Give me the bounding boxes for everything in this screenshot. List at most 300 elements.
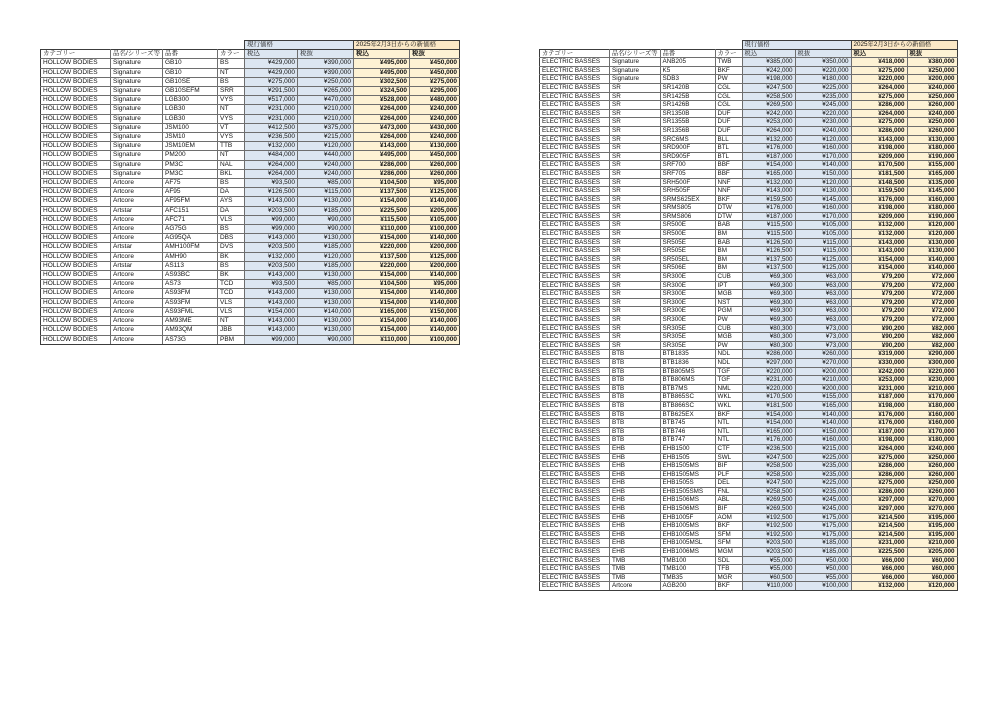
current-price-band: 現行価格	[244, 41, 353, 50]
cell-new-tax-in: ¥264,000	[353, 105, 409, 114]
cell-series: SR	[610, 273, 661, 282]
cell-model: SRH505F	[660, 187, 715, 196]
header-model: 品番	[660, 49, 715, 58]
cell-current-tax-in: ¥143,000	[244, 317, 297, 326]
cell-current-tax-ex: ¥175,000	[795, 530, 851, 539]
table-row	[540, 479, 958, 488]
cell-color: TWB	[715, 58, 742, 67]
cell-series: Signature	[610, 66, 661, 75]
cell-current-tax-in: ¥236,500	[742, 444, 795, 453]
cell-new-tax-in: ¥495,000	[353, 68, 409, 77]
cell-model: EHB1506MS	[660, 505, 715, 514]
cell-current-tax-in: ¥247,500	[742, 83, 795, 92]
cell-color: BIF	[715, 505, 742, 514]
cell-color: BTL	[715, 144, 742, 153]
cell-new-tax-in: ¥264,000	[851, 444, 907, 453]
table-row	[540, 58, 958, 67]
cell-color: CGL	[715, 83, 742, 92]
cell-color: PW	[715, 75, 742, 84]
table-row	[540, 83, 958, 92]
column-header-row	[41, 50, 460, 59]
cell-color: NT	[217, 151, 244, 160]
cell-current-tax-in: ¥132,000	[244, 142, 297, 151]
cell-new-tax-ex: ¥100,000	[409, 225, 459, 234]
cell-color: DUF	[715, 118, 742, 127]
cell-current-tax-in: ¥181,500	[742, 401, 795, 410]
cell-series: SR	[610, 307, 661, 316]
cell-new-tax-ex: ¥260,000	[409, 169, 459, 178]
cell-current-tax-ex: ¥350,000	[795, 58, 851, 67]
cell-current-tax-ex: ¥160,000	[795, 144, 851, 153]
cell-category: HOLLOW BODIES	[41, 243, 111, 252]
table-row	[540, 101, 958, 110]
cell-series: EHB	[610, 539, 661, 548]
cell-model: GB10SEFM	[162, 87, 217, 96]
cell-series: EHB	[610, 530, 661, 539]
cell-model: SRC6MS	[660, 135, 715, 144]
cell-series: SR	[610, 212, 661, 221]
cell-color: TCD	[217, 289, 244, 298]
table-row	[540, 341, 958, 350]
cell-new-tax-ex: ¥190,000	[907, 152, 957, 161]
cell-current-tax-in: ¥143,000	[742, 187, 795, 196]
cell-current-tax-ex: ¥73,000	[795, 333, 851, 342]
table-row	[540, 298, 958, 307]
cell-model: SR505E	[660, 238, 715, 247]
cell-model: AFC71	[162, 215, 217, 224]
table-row	[540, 144, 958, 153]
cell-current-tax-ex: ¥170,000	[795, 212, 851, 221]
header-series: 品名/シリーズ等	[111, 50, 163, 59]
cell-current-tax-ex: ¥375,000	[297, 123, 353, 132]
cell-new-tax-in: ¥187,000	[851, 427, 907, 436]
cell-series: SR	[610, 109, 661, 118]
cell-model: BTB7MS	[660, 384, 715, 393]
cell-new-tax-ex: ¥210,000	[907, 384, 957, 393]
cell-current-tax-ex: ¥165,000	[795, 401, 851, 410]
cell-new-tax-in: ¥79,200	[851, 298, 907, 307]
table-row	[540, 281, 958, 290]
table-row	[540, 92, 958, 101]
cell-new-tax-ex: ¥125,000	[409, 188, 459, 197]
cell-current-tax-in: ¥203,500	[244, 261, 297, 270]
cell-current-tax-in: ¥80,300	[742, 324, 795, 333]
cell-new-tax-ex: ¥450,000	[409, 151, 459, 160]
table-row	[540, 333, 958, 342]
table-row	[41, 317, 460, 326]
cell-new-tax-in: ¥90,200	[851, 341, 907, 350]
cell-current-tax-ex: ¥210,000	[297, 105, 353, 114]
cell-new-tax-in: ¥225,500	[353, 206, 409, 215]
cell-model: SR300E	[660, 307, 715, 316]
cell-new-tax-ex: ¥260,000	[907, 470, 957, 479]
cell-color: CGL	[715, 101, 742, 110]
cell-category: ELECTRIC BASSES	[540, 496, 610, 505]
table-row	[540, 221, 958, 230]
cell-current-tax-in: ¥258,500	[742, 470, 795, 479]
cell-color: BAB	[715, 221, 742, 230]
cell-current-tax-ex: ¥63,000	[795, 273, 851, 282]
cell-new-tax-ex: ¥120,000	[907, 582, 957, 591]
table-row	[41, 77, 460, 86]
cell-new-tax-in: ¥79,200	[851, 316, 907, 325]
cell-model: SR500E	[660, 221, 715, 230]
cell-current-tax-ex: ¥115,000	[795, 238, 851, 247]
cell-color: CUB	[715, 324, 742, 333]
table-row	[41, 243, 460, 252]
cell-current-tax-in: ¥55,000	[742, 565, 795, 574]
cell-color: PW	[715, 316, 742, 325]
cell-model: SRD905F	[660, 152, 715, 161]
new-price-band: 2025年2月3日からの新価格	[851, 41, 957, 50]
cell-model: SR506E	[660, 264, 715, 273]
cell-current-tax-ex: ¥140,000	[297, 307, 353, 316]
cell-current-tax-ex: ¥245,000	[795, 496, 851, 505]
header-new-tax-ex: 税抜	[409, 50, 459, 59]
cell-series: Artstar	[111, 243, 163, 252]
table-row	[41, 188, 460, 197]
cell-color: VLS	[217, 298, 244, 307]
cell-current-tax-in: ¥115,500	[742, 221, 795, 230]
cell-color: DBS	[217, 234, 244, 243]
cell-current-tax-in: ¥242,000	[742, 109, 795, 118]
cell-category: ELECTRIC BASSES	[540, 487, 610, 496]
cell-new-tax-in: ¥79,200	[851, 281, 907, 290]
cell-new-tax-in: ¥181,500	[851, 169, 907, 178]
cell-category: ELECTRIC BASSES	[540, 582, 610, 591]
table-row	[540, 247, 958, 256]
cell-current-tax-ex: ¥200,000	[795, 384, 851, 393]
cell-new-tax-in: ¥330,000	[851, 358, 907, 367]
cell-model: EHB1006MS	[660, 548, 715, 557]
cell-category: ELECTRIC BASSES	[540, 419, 610, 428]
cell-current-tax-ex: ¥390,000	[297, 68, 353, 77]
cell-color: BM	[715, 264, 742, 273]
cell-current-tax-in: ¥165,000	[742, 169, 795, 178]
cell-current-tax-ex: ¥140,000	[795, 161, 851, 170]
cell-color: NTL	[715, 436, 742, 445]
cell-category: HOLLOW BODIES	[41, 298, 111, 307]
cell-current-tax-in: ¥269,500	[742, 505, 795, 514]
cell-series: Signature	[111, 59, 163, 68]
cell-series: SR	[610, 161, 661, 170]
table-row	[41, 59, 460, 68]
table-row	[41, 87, 460, 96]
cell-current-tax-in: ¥132,000	[742, 135, 795, 144]
cell-model: LGB30	[162, 105, 217, 114]
header-color: カラー	[217, 50, 244, 59]
cell-current-tax-in: ¥69,300	[742, 290, 795, 299]
cell-series: SR	[610, 83, 661, 92]
cell-series: SR	[610, 126, 661, 135]
table-row	[540, 75, 958, 84]
cell-color: VYS	[217, 96, 244, 105]
cell-color: DTW	[715, 212, 742, 221]
cell-current-tax-in: ¥275,000	[244, 77, 297, 86]
cell-model: AG95QA	[162, 234, 217, 243]
table-row	[540, 548, 958, 557]
cell-category: ELECTRIC BASSES	[540, 470, 610, 479]
cell-category: ELECTRIC BASSES	[540, 255, 610, 264]
cell-new-tax-ex: ¥125,000	[409, 252, 459, 261]
table-row	[41, 169, 460, 178]
cell-new-tax-in: ¥319,000	[851, 350, 907, 359]
cell-new-tax-in: ¥79,200	[851, 273, 907, 282]
cell-new-tax-in: ¥220,000	[353, 243, 409, 252]
cell-series: SR	[610, 152, 661, 161]
cell-color: DUF	[715, 126, 742, 135]
cell-current-tax-ex: ¥150,000	[795, 427, 851, 436]
cell-new-tax-ex: ¥95,000	[409, 179, 459, 188]
cell-current-tax-ex: ¥220,000	[795, 66, 851, 75]
cell-series: SR	[610, 221, 661, 230]
cell-color: NT	[217, 68, 244, 77]
cell-category: ELECTRIC BASSES	[540, 462, 610, 471]
cell-new-tax-ex: ¥380,000	[907, 58, 957, 67]
table-row	[540, 161, 958, 170]
column-header-row	[540, 49, 958, 58]
cell-category: ELECTRIC BASSES	[540, 384, 610, 393]
cell-series: Signature	[111, 151, 163, 160]
cell-current-tax-ex: ¥130,000	[297, 197, 353, 206]
cell-color: NST	[715, 298, 742, 307]
cell-new-tax-in: ¥418,000	[851, 58, 907, 67]
band-spacer	[540, 41, 743, 50]
cell-model: AMH100FM	[162, 243, 217, 252]
cell-category: ELECTRIC BASSES	[540, 505, 610, 514]
cell-category: ELECTRIC BASSES	[540, 316, 610, 325]
cell-series: BTB	[610, 436, 661, 445]
cell-new-tax-in: ¥176,000	[851, 419, 907, 428]
cell-model: SRMS806	[660, 212, 715, 221]
cell-series: Artcore	[111, 280, 163, 289]
cell-color: MGM	[715, 548, 742, 557]
cell-category: HOLLOW BODIES	[41, 188, 111, 197]
cell-model: SR505E	[660, 247, 715, 256]
cell-new-tax-ex: ¥155,000	[907, 161, 957, 170]
current-price-band: 現行価格	[742, 41, 851, 50]
cell-new-tax-ex: ¥160,000	[907, 410, 957, 419]
cell-category: HOLLOW BODIES	[41, 123, 111, 132]
cell-new-tax-in: ¥143,000	[851, 238, 907, 247]
cell-category: HOLLOW BODIES	[41, 215, 111, 224]
cell-series: EHB	[610, 513, 661, 522]
cell-new-tax-ex: ¥72,000	[907, 307, 957, 316]
cell-current-tax-in: ¥93,500	[244, 179, 297, 188]
cell-new-tax-in: ¥286,000	[851, 126, 907, 135]
cell-new-tax-ex: ¥72,000	[907, 290, 957, 299]
cell-model: EHB1505	[660, 453, 715, 462]
cell-color: BKF	[715, 410, 742, 419]
cell-category: HOLLOW BODIES	[41, 280, 111, 289]
cell-new-tax-ex: ¥170,000	[907, 427, 957, 436]
cell-model: ANB205	[660, 58, 715, 67]
cell-current-tax-ex: ¥63,000	[795, 298, 851, 307]
cell-new-tax-ex: ¥140,000	[409, 197, 459, 206]
cell-model: SR1425B	[660, 92, 715, 101]
cell-new-tax-in: ¥154,000	[851, 264, 907, 273]
cell-new-tax-ex: ¥250,000	[907, 453, 957, 462]
table-row	[540, 393, 958, 402]
cell-new-tax-in: ¥286,000	[851, 470, 907, 479]
cell-current-tax-ex: ¥130,000	[297, 271, 353, 280]
cell-category: ELECTRIC BASSES	[540, 195, 610, 204]
cell-current-tax-ex: ¥140,000	[795, 410, 851, 419]
cell-new-tax-ex: ¥180,000	[907, 144, 957, 153]
cell-current-tax-in: ¥176,000	[742, 204, 795, 213]
cell-series: Artcore	[111, 289, 163, 298]
header-model: 品番	[162, 50, 217, 59]
cell-category: ELECTRIC BASSES	[540, 264, 610, 273]
cell-category: HOLLOW BODIES	[41, 179, 111, 188]
cell-new-tax-in: ¥198,000	[851, 436, 907, 445]
cell-new-tax-ex: ¥180,000	[907, 436, 957, 445]
cell-model: GB10	[162, 59, 217, 68]
cell-current-tax-ex: ¥235,000	[795, 487, 851, 496]
cell-new-tax-ex: ¥260,000	[907, 126, 957, 135]
cell-series: Signature	[610, 75, 661, 84]
cell-current-tax-ex: ¥63,000	[795, 307, 851, 316]
cell-new-tax-ex: ¥205,000	[907, 548, 957, 557]
cell-series: Artcore	[111, 335, 163, 344]
cell-new-tax-ex: ¥140,000	[409, 326, 459, 335]
cell-new-tax-in: ¥324,500	[353, 87, 409, 96]
cell-current-tax-ex: ¥170,000	[795, 152, 851, 161]
cell-color: AYS	[217, 197, 244, 206]
cell-model: PM200	[162, 151, 217, 160]
cell-current-tax-ex: ¥245,000	[795, 101, 851, 110]
cell-series: Artcore	[111, 215, 163, 224]
cell-series: TMB	[610, 565, 661, 574]
cell-new-tax-ex: ¥240,000	[907, 83, 957, 92]
cell-series: Signature	[111, 133, 163, 142]
cell-current-tax-ex: ¥130,000	[297, 234, 353, 243]
cell-current-tax-in: ¥203,500	[742, 539, 795, 548]
cell-category: HOLLOW BODIES	[41, 59, 111, 68]
cell-color: MGB	[715, 290, 742, 299]
table-row	[41, 179, 460, 188]
table-row	[540, 264, 958, 273]
cell-new-tax-ex: ¥105,000	[409, 215, 459, 224]
cell-category: ELECTRIC BASSES	[540, 436, 610, 445]
cell-color: DEL	[715, 479, 742, 488]
cell-series: EHB	[610, 548, 661, 557]
cell-new-tax-in: ¥66,000	[851, 573, 907, 582]
table-row	[41, 298, 460, 307]
cell-series: SR	[610, 255, 661, 264]
cell-series: SR	[610, 118, 661, 127]
table-row	[41, 234, 460, 243]
cell-current-tax-ex: ¥85,000	[297, 179, 353, 188]
cell-current-tax-in: ¥187,000	[742, 212, 795, 221]
cell-model: SR1356B	[660, 126, 715, 135]
cell-series: EHB	[610, 496, 661, 505]
table-row	[540, 238, 958, 247]
table-row	[540, 230, 958, 239]
table-row	[540, 126, 958, 135]
cell-category: HOLLOW BODIES	[41, 326, 111, 335]
cell-current-tax-ex: ¥63,000	[795, 290, 851, 299]
cell-new-tax-in: ¥302,500	[353, 77, 409, 86]
table-row	[41, 142, 460, 151]
cell-category: ELECTRIC BASSES	[540, 556, 610, 565]
cell-color: BM	[715, 255, 742, 264]
cell-new-tax-ex: ¥250,000	[907, 66, 957, 75]
cell-current-tax-in: ¥192,500	[742, 530, 795, 539]
cell-category: ELECTRIC BASSES	[540, 83, 610, 92]
cell-color: VT	[217, 123, 244, 132]
cell-category: ELECTRIC BASSES	[540, 109, 610, 118]
cell-current-tax-in: ¥264,000	[244, 169, 297, 178]
cell-series: SR	[610, 230, 661, 239]
cell-color: NML	[715, 384, 742, 393]
cell-color: BIF	[715, 462, 742, 471]
cell-new-tax-ex: ¥180,000	[907, 401, 957, 410]
cell-series: SR	[610, 195, 661, 204]
cell-current-tax-in: ¥143,000	[244, 298, 297, 307]
cell-new-tax-in: ¥110,000	[353, 225, 409, 234]
cell-category: HOLLOW BODIES	[41, 77, 111, 86]
cell-category: ELECTRIC BASSES	[540, 230, 610, 239]
cell-current-tax-ex: ¥175,000	[795, 522, 851, 531]
cell-category: ELECTRIC BASSES	[540, 212, 610, 221]
cell-color: BS	[217, 261, 244, 270]
cell-category: HOLLOW BODIES	[41, 96, 111, 105]
cell-series: BTB	[610, 367, 661, 376]
cell-new-tax-ex: ¥200,000	[907, 75, 957, 84]
cell-new-tax-ex: ¥72,000	[907, 298, 957, 307]
cell-category: ELECTRIC BASSES	[540, 565, 610, 574]
cell-series: EHB	[610, 522, 661, 531]
cell-model: AS73	[162, 280, 217, 289]
cell-new-tax-ex: ¥240,000	[409, 114, 459, 123]
cell-category: ELECTRIC BASSES	[540, 401, 610, 410]
table-row	[540, 470, 958, 479]
cell-model: SR300E	[660, 298, 715, 307]
table-row	[540, 358, 958, 367]
cell-model: TMB100	[660, 565, 715, 574]
cell-series: Signature	[610, 58, 661, 67]
cell-new-tax-ex: ¥72,000	[907, 281, 957, 290]
table-row	[540, 118, 958, 127]
cell-category: ELECTRIC BASSES	[540, 178, 610, 187]
cell-current-tax-in: ¥126,500	[244, 188, 297, 197]
cell-current-tax-ex: ¥63,000	[795, 316, 851, 325]
cell-current-tax-in: ¥297,000	[742, 358, 795, 367]
table-row	[540, 436, 958, 445]
cell-new-tax-ex: ¥140,000	[907, 255, 957, 264]
cell-new-tax-in: ¥132,000	[851, 230, 907, 239]
cell-new-tax-in: ¥231,000	[851, 384, 907, 393]
cell-current-tax-ex: ¥390,000	[297, 59, 353, 68]
cell-model: SRF705	[660, 169, 715, 178]
cell-new-tax-ex: ¥130,000	[907, 247, 957, 256]
cell-current-tax-ex: ¥180,000	[795, 75, 851, 84]
cell-current-tax-ex: ¥240,000	[297, 169, 353, 178]
table-row	[540, 427, 958, 436]
cell-new-tax-in: ¥275,000	[851, 92, 907, 101]
cell-series: Signature	[111, 123, 163, 132]
table-row	[540, 178, 958, 187]
cell-model: SR1420B	[660, 83, 715, 92]
cell-new-tax-in: ¥143,000	[851, 135, 907, 144]
cell-new-tax-ex: ¥82,000	[907, 341, 957, 350]
cell-current-tax-ex: ¥130,000	[297, 326, 353, 335]
cell-model: SR300E	[660, 290, 715, 299]
cell-new-tax-in: ¥209,000	[851, 212, 907, 221]
cell-color: NTL	[715, 427, 742, 436]
cell-model: AF75	[162, 179, 217, 188]
